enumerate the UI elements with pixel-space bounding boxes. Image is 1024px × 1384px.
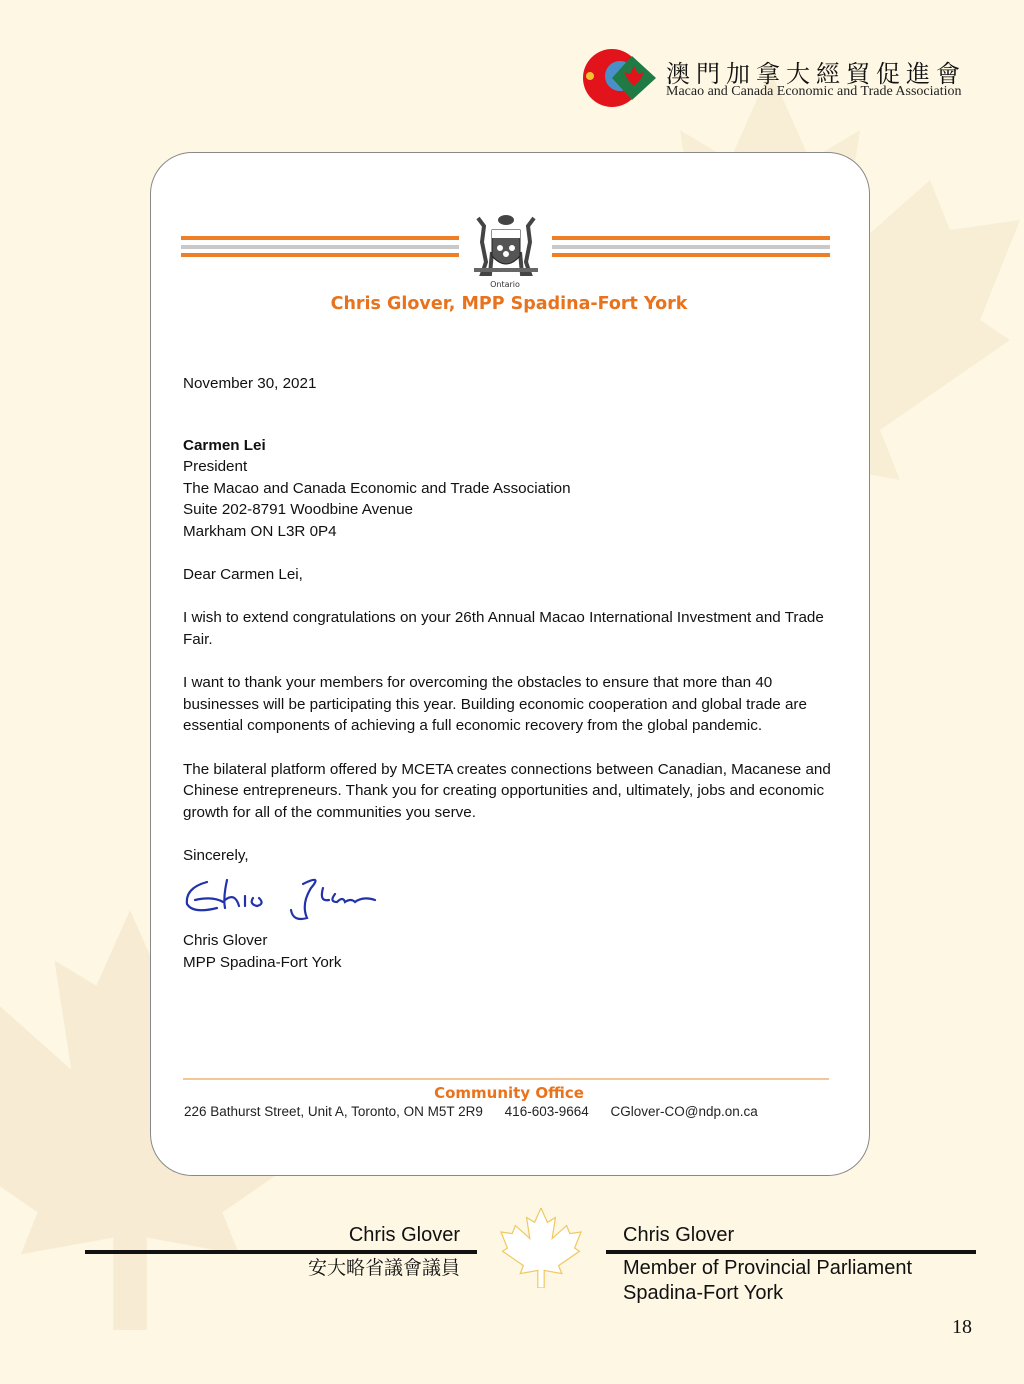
caption-right-name: Chris Glover xyxy=(623,1224,735,1246)
letterhead-name: Chris Glover, MPP Spadina-Fort York xyxy=(330,294,688,314)
office-email[interactable]: CGlover-CO@ndp.on.ca xyxy=(610,1104,758,1119)
letter-date: November 30, 2021 xyxy=(183,375,317,392)
ontario-coat-of-arms-icon xyxy=(470,212,542,280)
letterhead-stripes-right xyxy=(552,236,830,258)
recipient-block xyxy=(183,435,851,543)
caption-left-name: Chris Glover xyxy=(348,1224,460,1246)
footer-title: Community Office xyxy=(434,1084,584,1102)
paragraph-3: The bilateral platform offered by MCETA creates connections between Canadian, Macanese and Chinese entrepreneurs. Thank you for creating opportunities and, ultimately, jobs and economic growth for all of the communities you serve. xyxy=(183,760,831,821)
signer-block xyxy=(183,930,851,973)
letter-body xyxy=(183,373,851,974)
office-address: 226 Bathurst Street, Unit A, Toronto, ON M5T 2R9 xyxy=(184,1104,483,1119)
page-number: 18 xyxy=(952,1316,972,1338)
letterhead-stripes-left xyxy=(181,236,459,258)
recipient-organization: The Macao and Canada Economic and Trade Association xyxy=(183,479,571,497)
association-name-english: Macao and Canada Economic and Trade Association xyxy=(666,84,962,99)
footer-contact xyxy=(184,1103,844,1120)
signer-title: MPP Spadina-Fort York xyxy=(183,954,342,972)
recipient-title: President xyxy=(183,458,248,476)
office-phone: 416-603-9664 xyxy=(504,1104,589,1119)
handwritten-signature xyxy=(183,874,383,926)
signer-name: Chris Glover xyxy=(183,932,268,950)
caption-right-title1: Member of Provincial Parliament xyxy=(623,1257,912,1279)
crest-label: Ontario xyxy=(490,280,520,289)
maple-leaf-icon xyxy=(486,1208,596,1288)
caption-left-bar xyxy=(85,1250,477,1254)
paragraph-1: I wish to extend congratulations on your 26th Annual Macao International Investment and Trade Fair. xyxy=(183,609,824,648)
association-name-chinese: 澳門加拿大經貿促進會 xyxy=(666,60,966,88)
footer-divider xyxy=(183,1078,829,1080)
recipient-name: Carmen Lei xyxy=(183,436,266,454)
caption-left-title-zh: 安大略省議會議員 xyxy=(307,1257,460,1279)
caption-right-title2: Spadina-Fort York xyxy=(623,1282,784,1304)
recipient-address-line1: Suite 202-8791 Woodbine Avenue xyxy=(183,501,413,519)
closing: Sincerely, xyxy=(183,846,249,864)
salutation: Dear Carmen Lei, xyxy=(183,566,303,584)
recipient-address-line2: Markham ON L3R 0P4 xyxy=(183,522,337,540)
paragraph-2: I want to thank your members for overcoming the obstacles to ensure that more than 40 businesses will be participating this year. Building economic cooperation and global trade are essential components of achieving a full economic recovery from the global pandemic. xyxy=(183,674,807,735)
caption-right-bar xyxy=(606,1250,976,1254)
mceta-logo xyxy=(582,48,662,108)
